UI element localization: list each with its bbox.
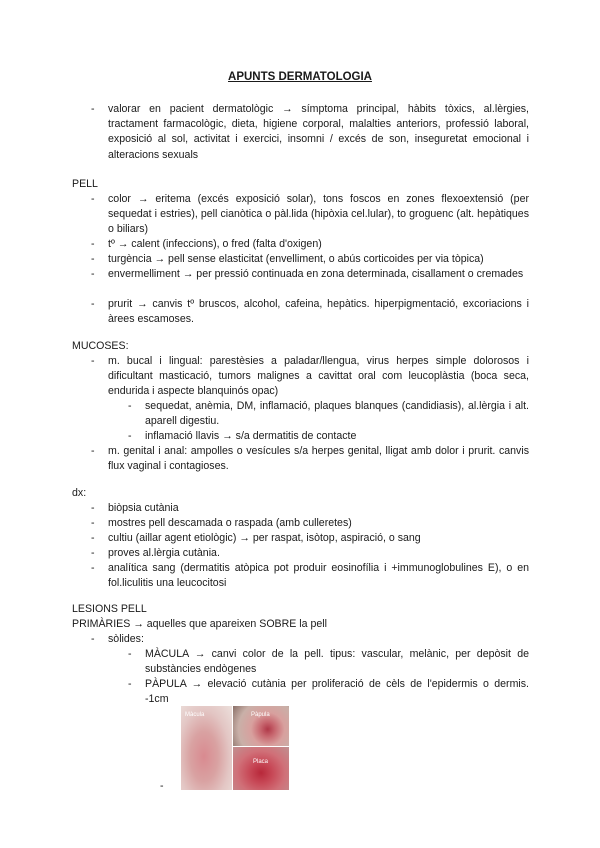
solides-label: sòlides: [108, 633, 144, 645]
mucoses-genital: m. genital i anal: ampolles o vesícules s/a herpes genital, lligat amb dolor i prurit. canvis flux vaginal i contagioses. [108, 445, 529, 473]
section-heading-mucoses: MUCOSES: [72, 340, 129, 352]
mucoses-bucal-sub: inflamació llavis → s/a dermatitis de contacte [145, 430, 357, 442]
pell-item-prurit: prurit → canvis tº bruscos, alcohol, cafeina, hepàtics. hiperpigmentació, excoriacions i àrees escamoses. [108, 298, 529, 326]
pell-item-temperatura: tº → calent (infeccions), o fred (falta d'oxigen) [108, 238, 322, 250]
subheading-primaries: PRIMÀRIES → aquelles que apareixen SOBRE la pell [72, 618, 327, 630]
bullet: - [128, 648, 132, 660]
bullet: - [91, 547, 95, 559]
mucoses-bucal: m. bucal i lingual: parestèsies a paladar/llengua, virus herpes simple dolorosos i dificultant masticació, tumors malignes a cavittat oral com leucoplàstia (boca seca, endurida i aspecte blanquinós opac) [108, 355, 529, 398]
macula-photo [181, 706, 232, 790]
bullet: - [91, 253, 95, 265]
bullet: - [91, 355, 95, 367]
lesions-photo-collage [181, 706, 289, 790]
pell-item-envermelliment: envermelliment → per pressió continuada en zona determinada, cisallament o cremades [108, 268, 524, 280]
bullet: - [91, 517, 95, 529]
mucoses-bucal-sub: sequedat, anèmia, DM, inflamació, plaques blanques (candidiasis), al.lèrgia i alt. aparell digestiu. [145, 400, 529, 428]
pell-item-color: color → eritema (excés exposició solar), tons foscos en zones flexoextensió (per sequedat i estries), pell cianòtica o pàl.lida (hipòxia cel.lular), to groguenc (alt. hepàtiques o biliars) [108, 193, 529, 236]
lesio-papula: PÀPULA → elevació cutània per proliferació de cèls de l'epidermis o dermis. -1cm [145, 678, 529, 706]
papula-photo [233, 706, 289, 746]
bullet: - [91, 238, 95, 250]
bullet: - [91, 502, 95, 514]
papula-photo-label: Pàpula [251, 712, 270, 718]
section-heading-lesions: LESIONS PELL [72, 603, 147, 615]
bullet: - [91, 193, 95, 205]
bullet: - [91, 445, 95, 457]
macula-photo-label: Màcula [185, 712, 205, 718]
dx-item: cultiu (aillar agent etiològic) → per raspat, isòtop, aspiració, o sang [108, 532, 421, 544]
bullet: - [91, 532, 95, 544]
bullet: - [128, 678, 132, 690]
lesio-macula: MÀCULA → canvi color de la pell. tipus: vascular, melànic, per depòsit de substàncies endògenes [145, 648, 529, 676]
dx-item: mostres pell descamada o raspada (amb culleretes) [108, 517, 352, 529]
bullet: - [91, 562, 95, 574]
bullet: - [128, 400, 132, 412]
bullet: - [91, 103, 95, 115]
placa-photo-label: Placa [253, 759, 269, 765]
intro-paragraph: valorar en pacient dermatològic → símptoma principal, hàbits tòxics, al.lèrgies, tractament farmacològic, dieta, higiene corporal, malalties anteriors, professió laboral, exposició al sol, activitat i exercici, insomni / excés de son, inseguretat emocional i alteracions sexuals [108, 103, 529, 161]
pell-item-turgencia: turgència → pell sense elasticitat (envelliment, o abús corticoides per via tòpica) [108, 253, 484, 265]
bullet: - [91, 298, 95, 310]
section-heading-dx: dx: [72, 487, 87, 499]
page-title: APUNTS DERMATOLOGIA [228, 71, 372, 83]
dx-item: biòpsia cutània [108, 502, 179, 514]
bullet: - [128, 430, 132, 442]
bullet: - [91, 633, 95, 645]
bullet: - [91, 268, 95, 280]
section-heading-pell: PELL [72, 178, 98, 190]
bullet: - [160, 780, 164, 792]
dx-item: proves al.lèrgia cutània. [108, 547, 220, 559]
placa-photo [233, 747, 289, 790]
dx-item: analítica sang (dermatitis atòpica pot produir eosinofília i +immunoglobulines E), o en fol.liculitis una leucocitosi [108, 562, 529, 590]
